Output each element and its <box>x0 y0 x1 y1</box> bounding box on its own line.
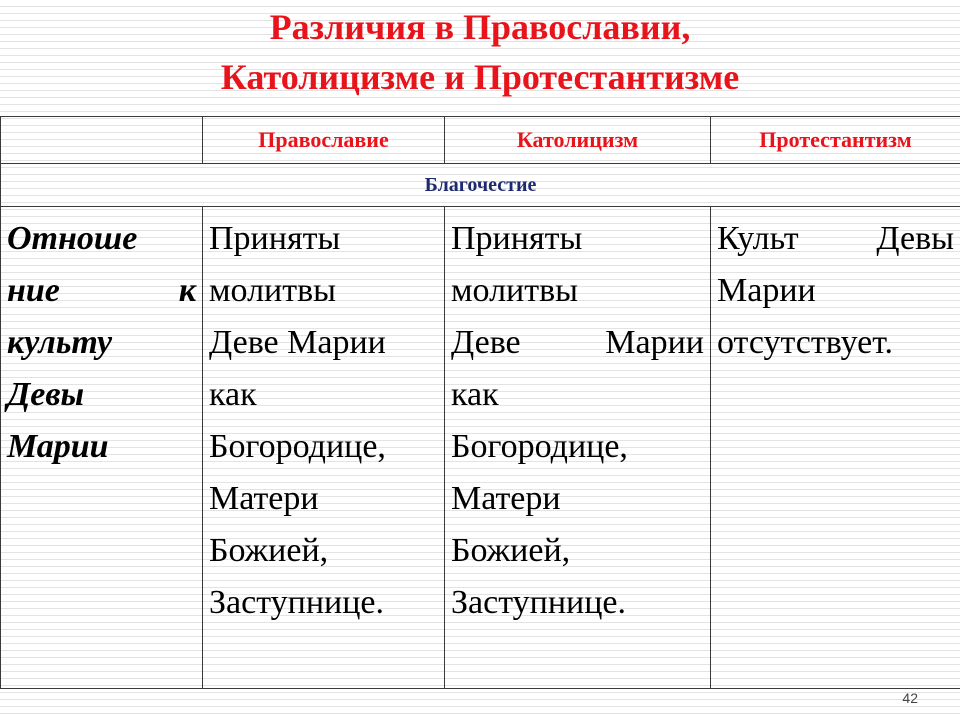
header-empty-cell <box>1 117 203 164</box>
cell-line: Божией, <box>451 532 571 569</box>
row-label-text: ние к <box>7 272 196 309</box>
cell-line: молитвы <box>209 272 336 309</box>
cell-line: как <box>451 376 499 413</box>
cell-line: Деве Марии <box>209 324 386 361</box>
cell-line: отсутствует. <box>717 324 894 361</box>
cell-line: Приняты <box>451 220 583 257</box>
cell-line: Богородице, <box>451 428 628 465</box>
row-label-line: Марии <box>7 428 109 465</box>
protestantism-cell <box>711 207 960 689</box>
slide-title <box>0 0 960 102</box>
cell-line: Божией, <box>209 532 329 569</box>
cell-line: Культ Девы <box>717 220 954 257</box>
row-label-line <box>7 265 196 317</box>
cell-line: Богородице, <box>209 428 386 465</box>
table-row <box>1 207 960 689</box>
header-orthodoxy: Православие <box>203 117 445 164</box>
header-row <box>1 117 960 164</box>
row-label-cell <box>1 207 203 689</box>
orthodoxy-cell <box>203 207 445 689</box>
catholicism-cell <box>445 207 711 689</box>
row-label-line: Девы <box>7 376 85 413</box>
cell-line: Деве Марии <box>451 324 704 361</box>
header-catholicism: Католицизм <box>445 117 711 164</box>
cell-line: Заступнице. <box>451 584 626 621</box>
row-label-line: культу <box>7 324 113 361</box>
slide-number: 42 <box>902 690 918 706</box>
comparison-table <box>0 116 960 689</box>
cell-line: Марии <box>717 272 816 309</box>
cell-line: молитвы <box>451 272 578 309</box>
header-protestantism: Протестантизм <box>711 117 960 164</box>
row-label-line: Отноше <box>7 220 138 257</box>
cell-line: Матери <box>451 480 561 517</box>
title-line-2: Католицизме и Протестантизме <box>220 57 740 97</box>
title-line-1: Различия в Православии, <box>269 7 691 47</box>
cell-line: Заступнице. <box>209 584 384 621</box>
cell-line: как <box>209 376 257 413</box>
section-label: Благочестие <box>1 164 960 207</box>
cell-line: Приняты <box>209 220 341 257</box>
section-row <box>1 164 960 207</box>
cell-line: Матери <box>209 480 319 517</box>
